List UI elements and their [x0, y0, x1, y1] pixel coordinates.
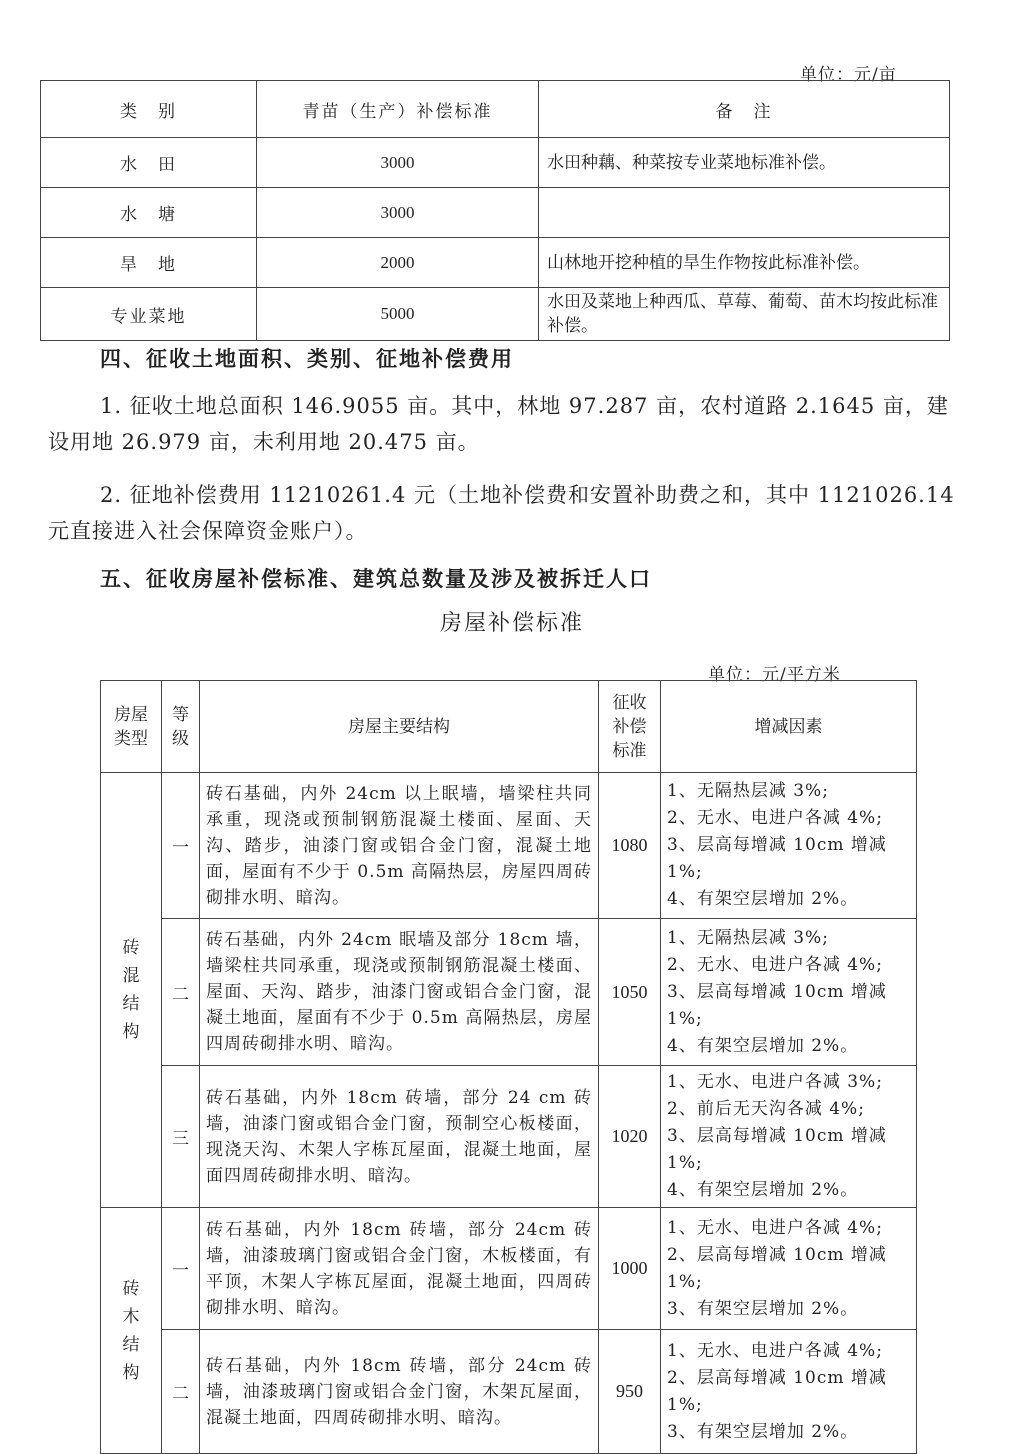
- paragraph-land-area: 1. 征收土地总面积 146.9055 亩。其中，林地 97.287 亩，农村道路 2.1645 亩，建设用地 26.979 亩，未利用地 20.475 亩。: [48, 394, 949, 454]
- paragraph-compensation-fee: 2. 征地补偿费用 11210261.4 元（土地补偿费和安置补助费之和，其中 1121026.14 元直接进入社会保障资金账户）。: [48, 483, 955, 543]
- standard-cell: 5000: [257, 288, 539, 341]
- standard-cell: 3000: [257, 188, 539, 238]
- header-price-text: 征收补偿标准: [612, 692, 647, 761]
- table-header-row: [41, 81, 950, 138]
- price-cell: 1080: [599, 773, 661, 919]
- standard-cell: 3000: [257, 138, 539, 188]
- factor-item: 1、无水、电进户各减 4%;: [667, 1340, 883, 1361]
- factor-item: 1、无隔热层减 3%;: [667, 927, 829, 948]
- table-row: [41, 138, 950, 188]
- category-cell: 专业菜地: [41, 288, 257, 341]
- structure-cell: 砖石基础，内外 24cm 眠墙及部分 18cm 墙，墙梁柱共同承重，现浇或预制钢筋混凝土楼面、屋面、天沟、踏步，油漆门窗或铝合金门窗，混凝土地面，屋面有不少于 0.5m 高隔热层，房屋四周砖砌排水明、暗沟。: [200, 919, 599, 1066]
- header-type-text: 房屋类型: [114, 704, 148, 749]
- factor-item: 3、层高每增减 10cm 增减 1%;: [667, 981, 887, 1029]
- price-cell: 1050: [599, 919, 661, 1066]
- factor-item: 4、有架空层增加 2%。: [667, 1180, 859, 1200]
- table-row: [101, 1208, 917, 1330]
- factor-item: 4、有架空层增加 2%。: [667, 889, 859, 909]
- column-header-structure: 房屋主要结构: [200, 681, 599, 773]
- header-grade-text: 等级: [172, 704, 189, 749]
- column-header-type: [101, 681, 162, 773]
- table-row: [101, 1330, 917, 1454]
- price-cell: 1000: [599, 1208, 661, 1330]
- remarks-cell: 山林地开挖种植的旱生作物按此标准补偿。: [539, 238, 950, 288]
- category-cell: 旱 地: [41, 238, 257, 288]
- grade-cell: 二: [162, 919, 200, 1066]
- grade-cell: 一: [162, 1208, 200, 1330]
- factor-item: 1、无水、电进户各减 4%;: [667, 1217, 883, 1238]
- factors-cell: [661, 773, 917, 919]
- column-header-grade: [162, 681, 200, 773]
- category-cell: 水 田: [41, 138, 257, 188]
- unit-label-bottom: 单位：元/平方米: [708, 665, 841, 685]
- factors-cell: [661, 1330, 917, 1454]
- factor-item: 2、无水、电进户各减 4%;: [667, 808, 883, 828]
- column-header-remarks: 备 注: [539, 81, 950, 138]
- standard-cell: 2000: [257, 238, 539, 288]
- structure-cell: 砖石基础，内外 18cm 砖墙，部分 24cm 砖墙，油漆玻璃门窗或铝合金门窗，木架瓦屋面，混凝土地面，四周砖砌排水明、暗沟。: [200, 1330, 599, 1454]
- column-header-factors: 增减因素: [661, 681, 917, 773]
- factor-item: 3、有架空层增加 2%。: [667, 1421, 859, 1442]
- remarks-cell: [539, 188, 950, 238]
- column-header-category: 类 别: [41, 81, 257, 138]
- grade-cell: 三: [162, 1066, 200, 1208]
- factor-item: 2、层高每增减 10cm 增减 1%;: [667, 1367, 887, 1415]
- category-cell: 水 塘: [41, 188, 257, 238]
- factors-cell: [661, 919, 917, 1066]
- factor-item: 3、层高每增减 10cm 增减 1%;: [667, 835, 887, 882]
- factor-item: 4、有架空层增加 2%。: [667, 1035, 859, 1056]
- table-row: [41, 188, 950, 238]
- remarks-cell: 水田及菜地上种西瓜、草莓、葡萄、苗木均按此标准补偿。: [539, 288, 950, 341]
- factor-item: 2、无水、电进户各减 4%;: [667, 954, 883, 975]
- table-row: [101, 1066, 917, 1208]
- structure-cell: 砖石基础，内外 18cm 砖墙，部分 24 cm 砖墙，油漆门窗或铝合金门窗，预制空心板楼面，现浇天沟、木架人字栋瓦屋面，混凝土地面，屋面四周砖砌排水明、暗沟。: [200, 1066, 599, 1208]
- factor-item: 3、层高每增减 10cm 增减 1%;: [667, 1126, 887, 1173]
- structure-cell: 砖石基础，内外 18cm 砖墙，部分 24cm 砖墙，油漆玻璃门窗或铝合金门窗，木板楼面，有平顶，木架人字栋瓦屋面，混凝土地面，四周砖砌排水明、暗沟。: [200, 1208, 599, 1330]
- price-cell: 1020: [599, 1066, 661, 1208]
- table-row: [41, 238, 950, 288]
- house-type-cell: [101, 773, 162, 1208]
- factor-item: 2、前后无天沟各减 4%;: [667, 1099, 865, 1119]
- factor-item: 3、有架空层增加 2%。: [667, 1298, 859, 1319]
- column-header-price: [599, 681, 661, 773]
- house-type-text: 砖混结构: [122, 938, 140, 1042]
- factor-item: 1、无隔热层减 3%;: [667, 781, 829, 801]
- house-type-text: 砖木结构: [122, 1278, 140, 1383]
- table-row: [41, 288, 950, 341]
- remarks-cell: 水田种藕、种菜按专业菜地标准补偿。: [539, 138, 950, 188]
- house-type-cell: [101, 1208, 162, 1454]
- section-5-heading: 五、征收房屋补偿标准、建筑总数量及涉及被拆迁人口: [100, 567, 652, 591]
- section-4-heading: 四、征收土地面积、类别、征地补偿费用: [100, 347, 514, 371]
- crop-compensation-table: [40, 80, 950, 341]
- table-title: 房屋补偿标准: [439, 611, 584, 636]
- grade-cell: 一: [162, 773, 200, 919]
- factor-item: 2、层高每增减 10cm 增减 1%;: [667, 1244, 887, 1292]
- factor-item: 1、无水、电进户各减 3%;: [667, 1072, 883, 1092]
- table-row: [101, 773, 917, 919]
- grade-cell: 二: [162, 1330, 200, 1454]
- table-row: [101, 919, 917, 1066]
- table-header-row: [101, 681, 917, 773]
- housing-compensation-table: [100, 680, 917, 1454]
- factors-cell: [661, 1208, 917, 1330]
- unit-label-top: 单位：元/亩: [800, 65, 897, 85]
- price-cell: 950: [599, 1330, 661, 1454]
- factors-cell: [661, 1066, 917, 1208]
- structure-cell: 砖石基础，内外 24cm 以上眠墙，墙梁柱共同承重，现浇或预制钢筋混凝土楼面、屋面、天沟、踏步，油漆门窗或铝合金门窗，混凝土地面，屋面有不少于 0.5m 高隔热层，房屋四周砖砌排水明、暗沟。: [200, 773, 599, 919]
- column-header-standard: 青苗（生产）补偿标准: [257, 81, 539, 138]
